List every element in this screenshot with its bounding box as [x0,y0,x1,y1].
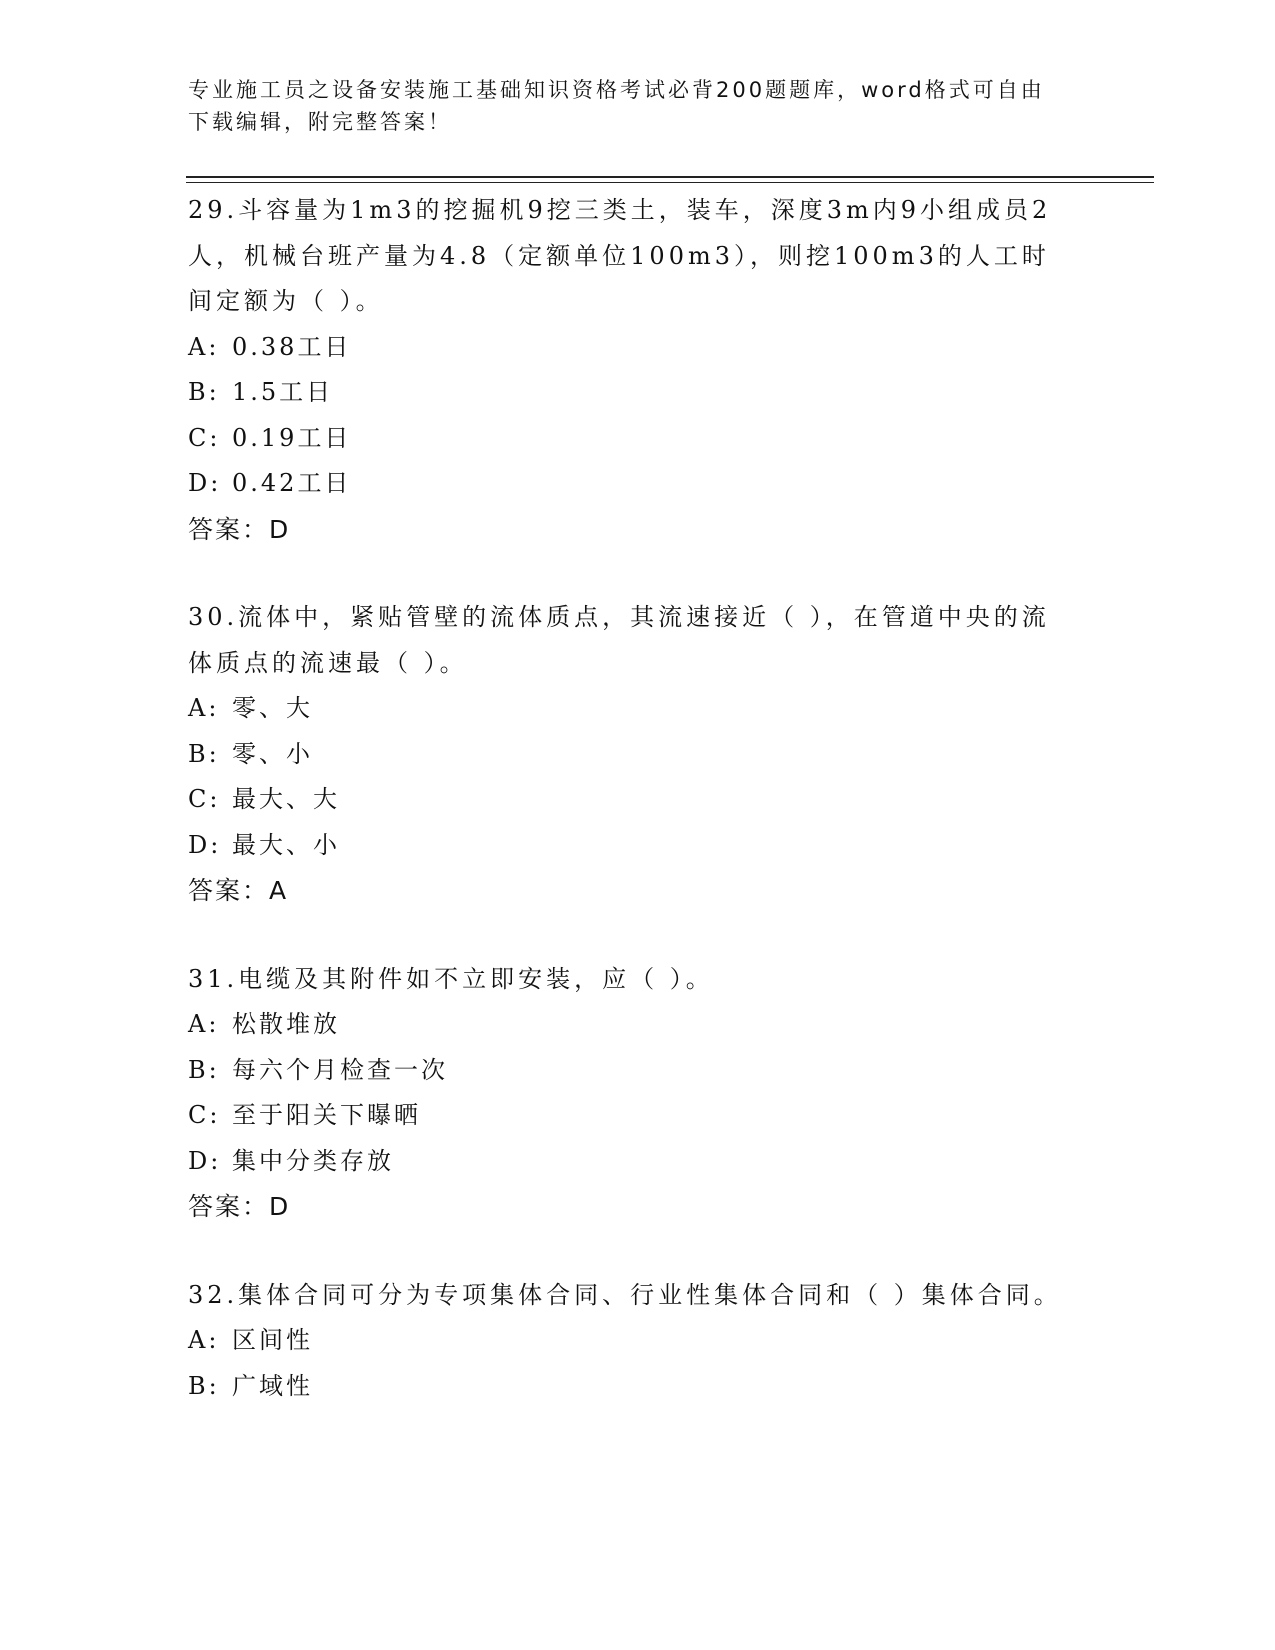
option-letter: A: [188,332,220,361]
question-30 [188,595,1068,914]
header-rule-thin [186,182,1154,183]
option-d [188,823,1068,869]
option-a [188,325,1068,371]
option-text: 集中分类存放 [232,1146,394,1175]
option-letter: B: [188,1371,220,1400]
option-letter: B: [188,378,220,406]
header-rule-thick [186,176,1154,178]
option-letter: A: [188,694,220,722]
option-d [188,461,1068,507]
question-text: 29.斗容量为1m3的挖掘机9挖三类土，装车，深度3m内9小组成员2人，机械台班产量为4.8（定额单位100m3），则挖100m3的人工时间定额为（ ）。 [188,196,1052,315]
document-header: 专业施工员之设备安装施工基础知识资格考试必背200题题库，word格式可自由下载编辑，附完整答案！ [188,78,1045,134]
option-b [188,370,1068,416]
option-d [188,1139,1068,1185]
question-32 [188,1273,1068,1410]
option-text: 0.19工日 [232,423,352,452]
option-letter: B: [188,1055,220,1084]
option-a [188,686,1068,732]
answer-line: 答案：D [188,514,291,544]
question-29 [188,188,1068,552]
answer-line: 答案：A [188,876,289,905]
option-text: 1.5工日 [232,378,334,406]
option-b [188,732,1068,778]
option-letter: D: [188,1146,222,1175]
option-text: 最大、小 [232,830,340,859]
option-text: 零、大 [232,694,313,722]
option-text: 松散堆放 [232,1010,340,1038]
option-letter: B: [188,739,220,768]
question-31 [188,957,1068,1230]
question-text: 31.电缆及其附件如不立即安装，应（ ）。 [188,964,714,993]
question-text: 30.流体中，紧贴管壁的流体质点，其流速接近（ ），在管道中央的流体质点的流速最（ ）。 [188,603,1050,677]
option-text: 区间性 [232,1326,313,1354]
option-b [188,1048,1068,1094]
option-text: 广域性 [232,1371,313,1400]
option-text: 0.38工日 [232,332,352,361]
option-letter: A: [188,1010,220,1038]
question-list [188,188,1068,1452]
option-c [188,1093,1068,1139]
option-letter: A: [188,1326,220,1354]
option-b [188,1364,1068,1410]
option-letter: D: [188,830,222,859]
option-letter: C: [188,1101,221,1129]
option-a [188,1318,1068,1364]
option-text: 零、小 [232,739,313,768]
option-letter: C: [188,785,221,813]
option-letter: C: [188,423,221,452]
option-c [188,416,1068,462]
question-text: 32.集体合同可分为专项集体合同、行业性集体合同和（ ）集体合同。 [188,1280,1062,1309]
option-text: 至于阳关下曝晒 [232,1101,421,1129]
option-c [188,777,1068,823]
answer-line: 答案：D [188,1192,291,1221]
option-a [188,1002,1068,1048]
option-text: 最大、大 [232,785,340,813]
option-text: 0.42工日 [232,469,352,497]
option-letter: D: [188,469,222,497]
option-text: 每六个月检查一次 [232,1055,448,1084]
